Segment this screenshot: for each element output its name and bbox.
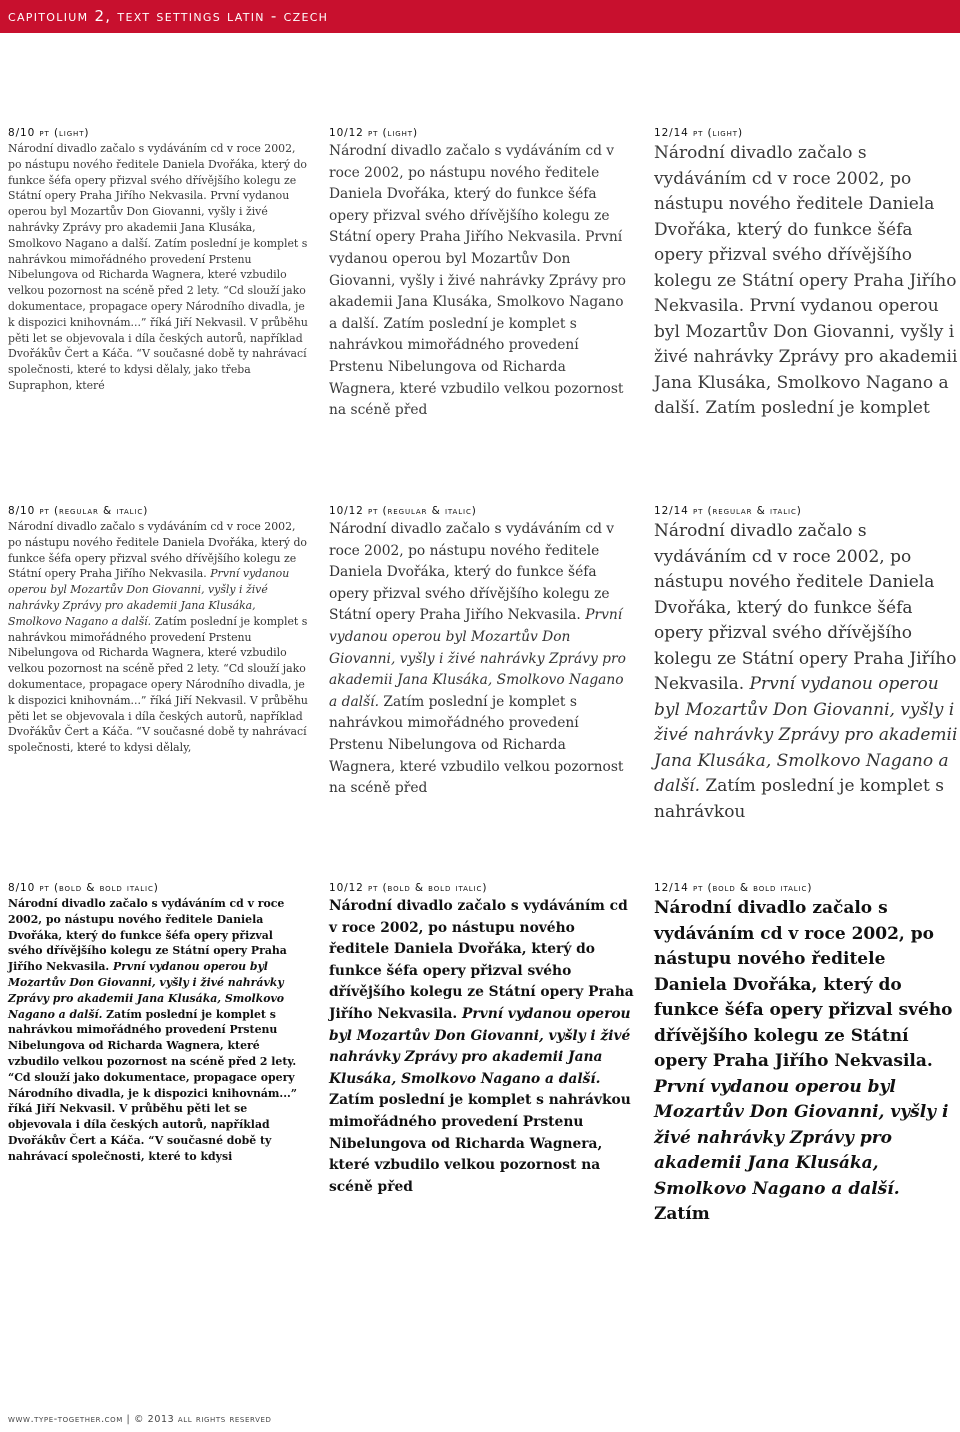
text-bold-italic: První vydanou operou byl Mozartův Don Giovanni, vyšly i živé nahrávky Zprávy pro akademii Jana Klusáka, Smolkovo Nagano a další. [8, 960, 285, 1021]
text-bold: Zatím poslední je komplet s nahrávkou mimořádného provedení Prstenu Nibelungova od Richarda Wagnera, které vzbudilo velkou pozornost na scéně před [329, 1092, 631, 1195]
specimen-light-12 [654, 127, 959, 422]
specimen-label: 8/10 pt (regular & italic) [8, 505, 149, 517]
text-bold: Národní divadlo začalo s vydáváním cd v roce 2002, po nástupu nového ředitele Daniela Dvořáka, který do funkce šéfa opery přizval svého dřívějšího kolegu ze Státní opery Praha Jiřího Nekvasila. [8, 897, 287, 974]
specimen-bold-8 [8, 882, 308, 1165]
specimen-label: 10/12 pt (bold & bold italic) [329, 882, 488, 894]
specimen-bold-12 [654, 882, 959, 1228]
page-title: capitolium 2, text settings latin - czech [8, 7, 329, 25]
specimen-text [8, 896, 308, 1165]
text-roman: Zatím poslední je komplet s nahrávkou [654, 776, 944, 822]
specimen-label: 8/10 pt (bold & bold italic) [8, 882, 159, 894]
specimen-label: 12/14 pt (bold & bold italic) [654, 882, 813, 894]
text-bold: Národní divadlo začalo s vydáváním cd v roce 2002, po nástupu nového ředitele Daniela Dvořáka, který do funkce šéfa opery přizval svého dřívějšího kolegu ze Státní opery Praha Jiřího Nekvasila. [329, 898, 634, 1022]
text-bold-italic: První vydanou operou byl Mozartův Don Giovanni, vyšly i živé nahrávky Zprávy pro akademii Jana Klusáka, Smolkovo Nagano a další. [654, 1076, 949, 1199]
specimen-text [654, 896, 959, 1228]
text-bold: Zatím [654, 1204, 710, 1224]
specimen-regular-12 [654, 505, 959, 825]
specimen-text [8, 519, 308, 756]
text-italic: První vydanou operou byl Mozartův Don Giovanni, vyšly i živé nahrávky Zprávy pro akademii Jana Klusáka, Smolkovo Nagano a další. [654, 674, 958, 796]
text-italic: První vydanou operou byl Mozartův Don Giovanni, vyšly i živé nahrávky Zprávy pro akademii Jana Klusáka, Smolkovo Nagano a další. [8, 567, 290, 628]
specimen-label: 8/10 pt (light) [8, 127, 90, 139]
text-roman: Národní divadlo začalo s vydáváním cd v roce 2002, po nástupu nového ředitele Daniela Dvořáka, který do funkce šéfa opery přizval svého dřívějšího kolegu ze Státní opery Praha Jiřího Nekvasila. [8, 520, 307, 581]
header-bar [0, 0, 960, 33]
text-bold: Národní divadlo začalo s vydáváním cd v roce 2002, po nástupu nového ředitele Daniela Dvořáka, který do funkce šéfa opery přizval svého dřívějšího kolegu ze Státní opery Praha Jiřího Nekvasila. [654, 898, 953, 1071]
specimen-text [329, 896, 634, 1198]
specimen-light-10 [329, 127, 634, 422]
text-roman: Zatím poslední je komplet s nahrávkou mimořádného provedení Prstenu Nibelungova od Richarda Wagnera, které vzbudilo velkou pozornost na scéně před [329, 693, 624, 797]
specimen-text [329, 519, 634, 800]
footer-copyright: www.type-together.com | © 2013 all rights reserved [8, 1414, 272, 1425]
text-italic: První vydanou operou byl Mozartův Don Giovanni, vyšly i živé nahrávky Zprávy pro akademii Jana Klusáka, Smolkovo Nagano a další. [329, 607, 626, 710]
specimen-text: Národní divadlo začalo s vydáváním cd v roce 2002, po nástupu nového ředitele Daniela Dvořáka, který do funkce šéfa opery přizval svého dřívějšího kolegu ze Státní opery Praha Jiřího Nekvasila. První vydanou operou byl Mozartův Don Giovanni, vyšly i živé nahrávky Zprávy pro akademii Jana Klusáka, Smolkovo Nagano a další. Zatím poslední je komplet [654, 143, 958, 418]
specimen-regular-10 [329, 505, 634, 800]
specimen-bold-10 [329, 882, 634, 1198]
text-roman: Zatím poslední je komplet s nahrávkou mimořádného provedení Prstenu Nibelungova od Richarda Wagnera, které vzbudilo velkou pozornost na scéně před 2 lety. “Cd slouží jako dokumentace, propagace opery Národního divadla, je k dispozici knihovnám...” říká Jiří Nekvasil. V průběhu pěti let se objevovala i díla českých autorů, například Dvořákův Čert a Káča. “V současné době ty nahrávací společnosti, které to kdysi dělaly, [8, 614, 308, 755]
text-bold: Zatím poslední je komplet s nahrávkou mimořádného provedení Prstenu Nibelungova od Richarda Wagnera, které vzbudilo velkou pozornost na scéně před 2 lety. “Cd slouží jako dokumentace, propagace opery Národního divadla, je k dispozici knihovnám...” říká Jiří Nekvasil. V průběhu pěti let se objevovala i díla českých autorů, například Dvořákův Čert a Káča. “V současné době ty nahrávací společnosti, které to kdysi [8, 1007, 298, 1163]
specimen-light-8 [8, 127, 308, 394]
specimen-label: 12/14 pt (light) [654, 127, 743, 139]
text-roman: Národní divadlo začalo s vydáváním cd v roce 2002, po nástupu nového ředitele Daniela Dvořáka, který do funkce šéfa opery přizval svého dřívějšího kolegu ze Státní opery Praha Jiřího Nekvasila. [329, 521, 615, 624]
specimen-text [654, 519, 959, 825]
specimen-label: 10/12 pt (light) [329, 127, 418, 139]
specimen-text: Národní divadlo začalo s vydáváním cd v roce 2002, po nástupu nového ředitele Daniela Dvořáka, který do funkce šéfa opery přizval svého dřívějšího kolegu ze Státní opery Praha Jiřího Nekvasila. První vydanou operou byl Mozartův Don Giovanni, vyšly i živé nahrávky Zprávy pro akademii Jana Klusáka, Smolkovo Nagano a další. Zatím poslední je komplet s nahrávkou mimořádného provedení Prstenu Nibelungova od Richarda Wagnera, které vzbudilo velkou pozornost na scéně před 2 lety. “Cd slouží jako dokumentace, propagace opery Národního divadla, je k dispozici knihovnám...” říká Jiří Nekvasil. V průběhu pěti let se objevovala i díla českých autorů, například Dvořákův Čert a Káča. “V současné době ty nahrávací společnosti, které to kdysi dělaly, jako třeba Supraphon, které [8, 142, 308, 392]
text-roman: Národní divadlo začalo s vydáváním cd v roce 2002, po nástupu nového ředitele Daniela Dvořáka, který do funkce šéfa opery přizval svého dřívějšího kolegu ze Státní opery Praha Jiřího Nekvasila. [654, 521, 957, 694]
text-bold-italic: První vydanou operou byl Mozartův Don Giovanni, vyšly i živé nahrávky Zprávy pro akademii Jana Klusáka, Smolkovo Nagano a další. [329, 1005, 631, 1087]
specimen-text: Národní divadlo začalo s vydáváním cd v roce 2002, po nástupu nového ředitele Daniela Dvořáka, který do funkce šéfa opery přizval svého dřívějšího kolegu ze Státní opery Praha Jiřího Nekvasila. První vydanou operou byl Mozartův Don Giovanni, vyšly i živé nahrávky Zprávy pro akademii Jana Klusáka, Smolkovo Nagano a další. Zatím poslední je komplet s nahrávkou mimořádného provedení Prstenu Nibelungova od Richarda Wagnera, které vzbudilo velkou pozornost na scéně před [329, 143, 626, 419]
specimen-regular-8 [8, 505, 308, 756]
specimen-label: 12/14 pt (regular & italic) [654, 505, 802, 517]
specimen-label: 10/12 pt (regular & italic) [329, 505, 477, 517]
